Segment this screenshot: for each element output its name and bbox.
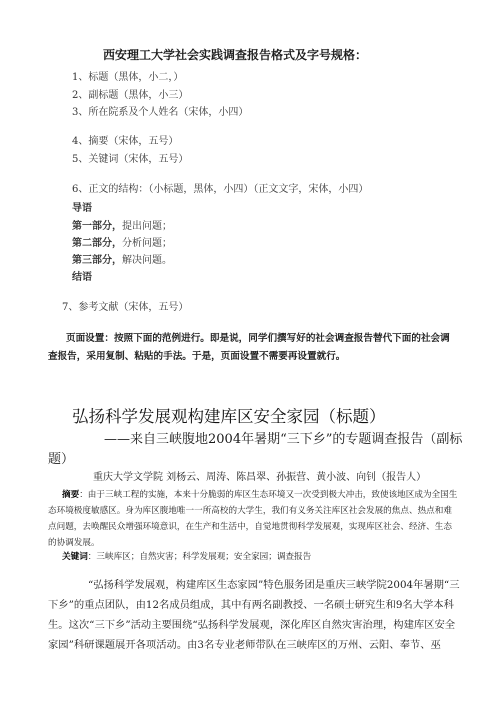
structure-part-2-label: 第二部分，	[72, 238, 122, 249]
format-item-structure: 6、正文的结构：（小标题，黑体，小四）（正文文字，宋体，小四）	[72, 184, 369, 195]
structure-intro: 导语	[72, 203, 92, 214]
format-item-abstract: 4、摘要（宋体，五号）	[72, 136, 179, 147]
sample-body-text: “弘扬科学发展观，构建库区生态家园”特色服务团是重庆三峡学院2004年暑期“三下乡”的重点团队，由12名成员组成，其中有两名副教授、一名硕士研究生和9名大学本科生。这次“三下乡”活动主要围绕“弘扬科学发展观，深化库区自然灾害治理，构建库区安全家园”科研课题展开各项活动。由3名专业老师带队在三峡库区的万州、云阳、奉节、巫	[48, 579, 460, 651]
sample-subtitle-text: ——来自三峡腹地2004年暑期“三下乡”的专题调查报告（副标题）	[48, 432, 463, 467]
sample-subtitle	[48, 430, 468, 470]
sample-keywords	[62, 550, 311, 562]
abstract-label: 摘要	[62, 490, 80, 500]
keywords-text: ：三峡库区；自然灾害；科学发展观；安全家园；调查报告	[87, 552, 312, 562]
abstract-text: ：由于三峡工程的实施，本来十分脆弱的库区生态环境又一次受到极大冲击，致使该地区成为全国生态环境极度敏感区。身为库区腹地唯一一所高校的大学生，我们有义务关注库区社会发展的焦点、热点和难点问题，去唤醒民众增强环境意识，在生产和生活中，自觉地贯彻科学发展观，实现库区社会、经济、生态的协调发展。	[48, 490, 458, 548]
structure-part-1	[72, 217, 172, 232]
structure-part-1-text: 提出问题；	[122, 221, 172, 232]
page-setup-notice-text: 页面设置：按照下面的范例进行。即是说，同学们撰写好的社会调查报告替代下面的社会调查报告，采用复制、粘贴的手法。于是，页面设置不需要再设置就行。	[48, 333, 450, 362]
sample-authors: 重庆大学文学院 刘杨云、周涛、陈昌翠、孙振营、黄小波、向钊（报告人）	[93, 472, 427, 483]
format-item-subtitle: 2、副标题（黑体，小三）	[72, 90, 189, 101]
page-setup-notice	[48, 330, 458, 366]
sample-abstract	[48, 487, 460, 551]
format-item-keywords: 5、关键词（宋体，五号）	[72, 154, 189, 165]
structure-part-2-text: 分析问题；	[122, 238, 172, 249]
sample-body-paragraph	[48, 575, 460, 655]
keywords-label: 关键词	[62, 552, 88, 562]
format-item-references: 7、参考文献（宋体，五号）	[62, 302, 189, 313]
structure-part-1-label: 第一部分，	[72, 221, 122, 232]
structure-part-3	[72, 251, 172, 266]
format-item-title: 1、标题（黑体，小二，）	[72, 72, 184, 83]
format-heading: 西安理工大学社会实践调查报告格式及字号规格：	[103, 48, 368, 62]
structure-part-3-text: 解决问题。	[122, 255, 172, 266]
structure-conclusion: 结语	[72, 272, 92, 283]
structure-part-3-label: 第三部分，	[72, 255, 122, 266]
structure-part-2	[72, 234, 172, 249]
sample-title: 弘扬科学发展观构建库区安全家园（标题）	[72, 407, 386, 426]
format-item-author: 3、所在院系及个人姓名（宋体，小四）	[72, 107, 249, 118]
